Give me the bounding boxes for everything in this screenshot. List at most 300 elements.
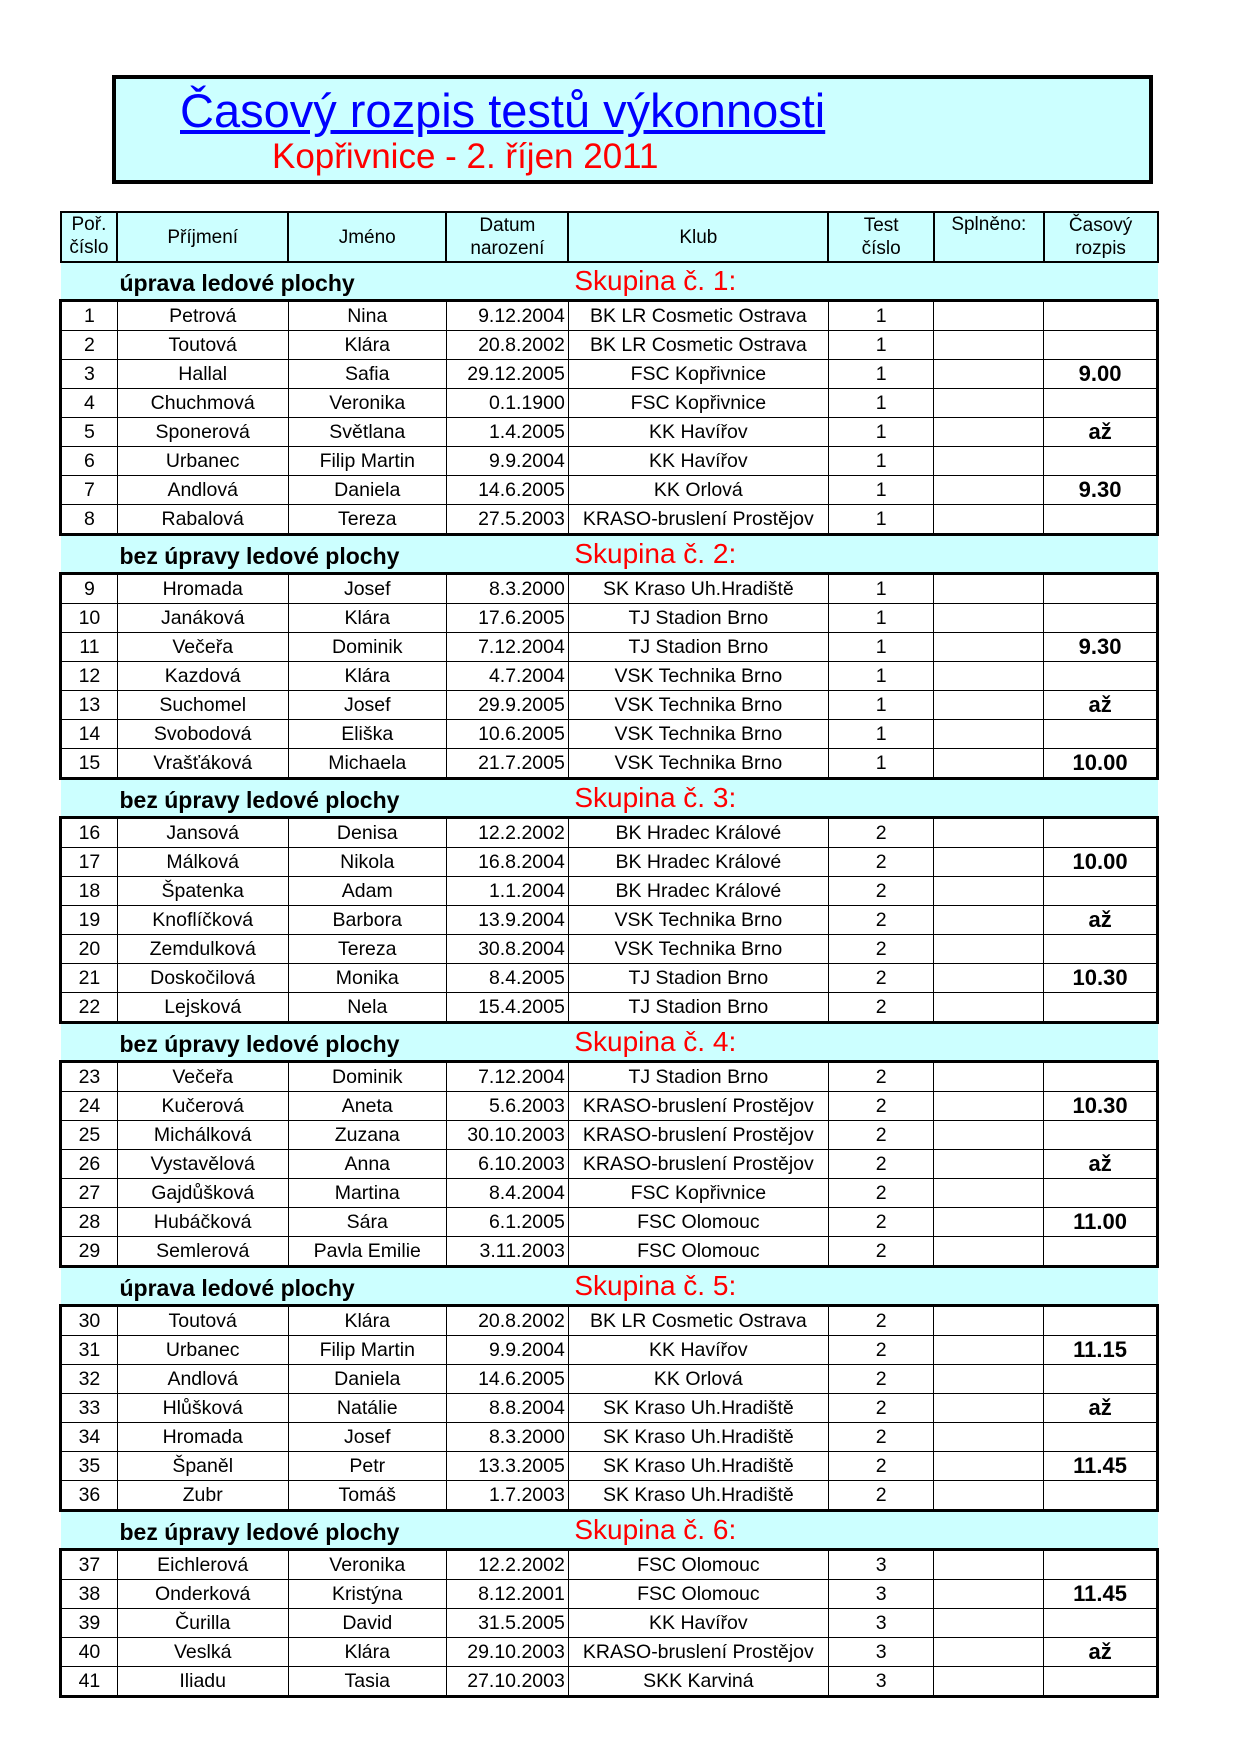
cell-test: 1 <box>828 301 934 331</box>
cell-jmeno: Daniela <box>288 1365 446 1394</box>
cell-test: 1 <box>828 604 934 633</box>
cell-jmeno: Josef <box>288 574 446 604</box>
cell-test: 2 <box>828 1179 934 1208</box>
cell-casovy: 10.00 <box>1044 848 1158 877</box>
cell-klub: BK LR Cosmetic Ostrava <box>568 331 828 360</box>
table-row <box>61 1394 1158 1423</box>
cell-prijmeni: Michálková <box>117 1121 288 1150</box>
cell-splneno <box>934 1121 1044 1150</box>
table-row <box>61 1365 1158 1394</box>
cell-prijmeni: Chuchmová <box>117 389 288 418</box>
cell-klub: FSC Kopřivnice <box>568 389 828 418</box>
cell-splneno <box>934 1237 1044 1267</box>
cell-datum: 9.9.2004 <box>446 447 568 476</box>
table-row <box>61 574 1158 604</box>
cell-splneno <box>934 1580 1044 1609</box>
cell-datum: 1.4.2005 <box>446 418 568 447</box>
cell-poradi: 38 <box>61 1580 118 1609</box>
table-row <box>61 1580 1158 1609</box>
table-row <box>61 301 1158 331</box>
cell-datum: 13.9.2004 <box>446 906 568 935</box>
cell-datum: 3.11.2003 <box>446 1237 568 1267</box>
cell-poradi: 8 <box>61 505 118 535</box>
table-row <box>61 1150 1158 1179</box>
cell-casovy <box>1044 301 1158 331</box>
table-row <box>61 749 1158 779</box>
cell-casovy: až <box>1044 906 1158 935</box>
cell-klub: TJ Stadion Brno <box>568 604 828 633</box>
cell-jmeno: Aneta <box>288 1092 446 1121</box>
cell-klub: SKK Karviná <box>568 1667 828 1697</box>
cell-datum: 15.4.2005 <box>446 993 568 1023</box>
cell-datum: 5.6.2003 <box>446 1092 568 1121</box>
cell-prijmeni: Večeřa <box>117 633 288 662</box>
cell-splneno <box>934 1394 1044 1423</box>
cell-splneno <box>934 1365 1044 1394</box>
cell-splneno <box>934 331 1044 360</box>
cell-prijmeni: Španěl <box>117 1452 288 1481</box>
cell-prijmeni: Vystavělová <box>117 1150 288 1179</box>
cell-klub: SK Kraso Uh.Hradiště <box>568 1481 828 1511</box>
cell-jmeno: Nikola <box>288 848 446 877</box>
cell-casovy <box>1044 447 1158 476</box>
cell-splneno <box>934 691 1044 720</box>
cell-poradi: 13 <box>61 691 118 720</box>
cell-jmeno: Filip Martin <box>288 447 446 476</box>
cell-klub: SK Kraso Uh.Hradiště <box>568 1452 828 1481</box>
cell-casovy: až <box>1044 418 1158 447</box>
cell-jmeno: Monika <box>288 964 446 993</box>
cell-jmeno: Josef <box>288 691 446 720</box>
cell-splneno <box>934 1150 1044 1179</box>
cell-klub: VSK Technika Brno <box>568 662 828 691</box>
cell-poradi: 40 <box>61 1638 118 1667</box>
cell-poradi: 33 <box>61 1394 118 1423</box>
cell-poradi: 7 <box>61 476 118 505</box>
cell-jmeno: Josef <box>288 1423 446 1452</box>
cell-datum: 6.10.2003 <box>446 1150 568 1179</box>
cell-poradi: 30 <box>61 1306 118 1336</box>
cell-klub: FSC Olomouc <box>568 1237 828 1267</box>
cell-test: 1 <box>828 574 934 604</box>
cell-datum: 4.7.2004 <box>446 662 568 691</box>
table-row <box>61 360 1158 389</box>
cell-prijmeni: Čurilla <box>117 1609 288 1638</box>
cell-casovy <box>1044 1667 1158 1697</box>
cell-test: 1 <box>828 418 934 447</box>
table-row <box>61 964 1158 993</box>
cell-jmeno: Filip Martin <box>288 1336 446 1365</box>
cell-splneno <box>934 818 1044 848</box>
table-row <box>61 818 1158 848</box>
cell-klub: KK Havířov <box>568 447 828 476</box>
cell-splneno <box>934 1423 1044 1452</box>
cell-prijmeni: Hallal <box>117 360 288 389</box>
cell-prijmeni: Zemdulková <box>117 935 288 964</box>
cell-splneno <box>934 1667 1044 1697</box>
cell-prijmeni: Hromada <box>117 574 288 604</box>
cell-test: 2 <box>828 964 934 993</box>
cell-test: 2 <box>828 1150 934 1179</box>
col-test: Test číslo <box>828 212 934 262</box>
cell-casovy <box>1044 1237 1158 1267</box>
cell-klub: BK Hradec Králové <box>568 877 828 906</box>
cell-casovy <box>1044 1609 1158 1638</box>
group-header <box>61 1023 1158 1062</box>
table-row <box>61 1306 1158 1336</box>
cell-test: 1 <box>828 691 934 720</box>
cell-prijmeni: Andlová <box>117 1365 288 1394</box>
cell-splneno <box>934 1092 1044 1121</box>
cell-datum: 1.7.2003 <box>446 1481 568 1511</box>
cell-prijmeni: Gajdůšková <box>117 1179 288 1208</box>
cell-splneno <box>934 389 1044 418</box>
cell-prijmeni: Kučerová <box>117 1092 288 1121</box>
cell-klub: VSK Technika Brno <box>568 935 828 964</box>
cell-test: 2 <box>828 1336 934 1365</box>
cell-datum: 8.12.2001 <box>446 1580 568 1609</box>
cell-jmeno: Barbora <box>288 906 446 935</box>
cell-klub: KRASO-bruslení Prostějov <box>568 1092 828 1121</box>
group-description: bez úpravy ledové plochy <box>61 779 569 818</box>
cell-datum: 8.3.2000 <box>446 1423 568 1452</box>
cell-poradi: 24 <box>61 1092 118 1121</box>
cell-prijmeni: Hubáčková <box>117 1208 288 1237</box>
cell-datum: 9.9.2004 <box>446 1336 568 1365</box>
cell-poradi: 35 <box>61 1452 118 1481</box>
cell-datum: 20.8.2002 <box>446 331 568 360</box>
cell-datum: 0.1.1900 <box>446 389 568 418</box>
table-row <box>61 1062 1158 1092</box>
title-box <box>112 75 1153 184</box>
cell-splneno <box>934 906 1044 935</box>
cell-test: 3 <box>828 1550 934 1580</box>
cell-datum: 29.9.2005 <box>446 691 568 720</box>
cell-test: 2 <box>828 993 934 1023</box>
cell-klub: SK Kraso Uh.Hradiště <box>568 574 828 604</box>
cell-datum: 14.6.2005 <box>446 476 568 505</box>
cell-prijmeni: Špatenka <box>117 877 288 906</box>
cell-klub: FSC Olomouc <box>568 1580 828 1609</box>
cell-casovy <box>1044 1423 1158 1452</box>
group-label: Skupina č. 4: <box>568 1023 1157 1062</box>
table-row <box>61 447 1158 476</box>
cell-klub: FSC Kopřivnice <box>568 1179 828 1208</box>
cell-datum: 8.3.2000 <box>446 574 568 604</box>
cell-test: 3 <box>828 1667 934 1697</box>
cell-test: 2 <box>828 906 934 935</box>
table-row <box>61 1237 1158 1267</box>
cell-poradi: 27 <box>61 1179 118 1208</box>
cell-casovy <box>1044 1481 1158 1511</box>
cell-splneno <box>934 749 1044 779</box>
col-splneno: Splněno: <box>934 212 1044 262</box>
col-datum: Datum narození <box>446 212 568 262</box>
cell-jmeno: Tasia <box>288 1667 446 1697</box>
cell-test: 2 <box>828 1481 934 1511</box>
document-subtitle: Kopřivnice - 2. říjen 2011 <box>272 137 659 176</box>
cell-poradi: 3 <box>61 360 118 389</box>
group-label: Skupina č. 5: <box>568 1267 1157 1306</box>
table-row <box>61 505 1158 535</box>
cell-datum: 6.1.2005 <box>446 1208 568 1237</box>
cell-klub: BK Hradec Králové <box>568 848 828 877</box>
cell-prijmeni: Toutová <box>117 1306 288 1336</box>
cell-splneno <box>934 1550 1044 1580</box>
cell-poradi: 29 <box>61 1237 118 1267</box>
group-description: bez úpravy ledové plochy <box>61 535 569 574</box>
cell-poradi: 5 <box>61 418 118 447</box>
cell-poradi: 22 <box>61 993 118 1023</box>
cell-klub: KK Orlová <box>568 476 828 505</box>
cell-poradi: 39 <box>61 1609 118 1638</box>
cell-splneno <box>934 1062 1044 1092</box>
cell-casovy <box>1044 993 1158 1023</box>
cell-poradi: 15 <box>61 749 118 779</box>
cell-poradi: 2 <box>61 331 118 360</box>
cell-test: 1 <box>828 389 934 418</box>
cell-prijmeni: Petrová <box>117 301 288 331</box>
cell-splneno <box>934 476 1044 505</box>
cell-datum: 10.6.2005 <box>446 720 568 749</box>
cell-casovy: 10.00 <box>1044 749 1158 779</box>
cell-test: 1 <box>828 476 934 505</box>
cell-poradi: 20 <box>61 935 118 964</box>
cell-test: 1 <box>828 505 934 535</box>
cell-poradi: 6 <box>61 447 118 476</box>
cell-jmeno: Kristýna <box>288 1580 446 1609</box>
cell-casovy <box>1044 877 1158 906</box>
cell-poradi: 9 <box>61 574 118 604</box>
cell-klub: FSC Olomouc <box>568 1550 828 1580</box>
cell-splneno <box>934 1208 1044 1237</box>
cell-test: 3 <box>828 1609 934 1638</box>
cell-poradi: 23 <box>61 1062 118 1092</box>
cell-jmeno: Dominik <box>288 633 446 662</box>
table-row <box>61 848 1158 877</box>
cell-poradi: 4 <box>61 389 118 418</box>
cell-prijmeni: Kazdová <box>117 662 288 691</box>
cell-jmeno: Klára <box>288 1638 446 1667</box>
cell-casovy <box>1044 1179 1158 1208</box>
cell-casovy: 9.30 <box>1044 633 1158 662</box>
group-description: bez úpravy ledové plochy <box>61 1023 569 1062</box>
cell-jmeno: Nela <box>288 993 446 1023</box>
cell-splneno <box>934 662 1044 691</box>
cell-prijmeni: Toutová <box>117 331 288 360</box>
cell-klub: BK LR Cosmetic Ostrava <box>568 1306 828 1336</box>
table-row <box>61 1638 1158 1667</box>
cell-klub: KRASO-bruslení Prostějov <box>568 505 828 535</box>
cell-poradi: 18 <box>61 877 118 906</box>
cell-prijmeni: Hlůšková <box>117 1394 288 1423</box>
cell-jmeno: Tereza <box>288 935 446 964</box>
cell-klub: VSK Technika Brno <box>568 906 828 935</box>
cell-poradi: 32 <box>61 1365 118 1394</box>
cell-klub: FSC Olomouc <box>568 1208 828 1237</box>
table-row <box>61 418 1158 447</box>
cell-poradi: 1 <box>61 301 118 331</box>
cell-splneno <box>934 877 1044 906</box>
cell-klub: SK Kraso Uh.Hradiště <box>568 1423 828 1452</box>
cell-casovy: 10.30 <box>1044 1092 1158 1121</box>
cell-prijmeni: Rabalová <box>117 505 288 535</box>
cell-casovy: až <box>1044 691 1158 720</box>
cell-test: 3 <box>828 1580 934 1609</box>
cell-datum: 12.2.2002 <box>446 1550 568 1580</box>
cell-datum: 30.8.2004 <box>446 935 568 964</box>
cell-prijmeni: Urbanec <box>117 1336 288 1365</box>
schedule-body <box>61 262 1158 1697</box>
table-row <box>61 993 1158 1023</box>
cell-poradi: 36 <box>61 1481 118 1511</box>
table-row <box>61 1121 1158 1150</box>
cell-prijmeni: Doskočilová <box>117 964 288 993</box>
cell-prijmeni: Knoflíčková <box>117 906 288 935</box>
cell-casovy: 11.15 <box>1044 1336 1158 1365</box>
cell-casovy: 11.45 <box>1044 1452 1158 1481</box>
cell-test: 2 <box>828 877 934 906</box>
cell-test: 2 <box>828 1365 934 1394</box>
table-row <box>61 720 1158 749</box>
cell-prijmeni: Jansová <box>117 818 288 848</box>
cell-poradi: 19 <box>61 906 118 935</box>
cell-jmeno: Denisa <box>288 818 446 848</box>
cell-jmeno: Tomáš <box>288 1481 446 1511</box>
cell-jmeno: Pavla Emilie <box>288 1237 446 1267</box>
cell-klub: TJ Stadion Brno <box>568 633 828 662</box>
cell-casovy <box>1044 1365 1158 1394</box>
cell-prijmeni: Sponerová <box>117 418 288 447</box>
table-row <box>61 389 1158 418</box>
cell-prijmeni: Suchomel <box>117 691 288 720</box>
cell-datum: 20.8.2002 <box>446 1306 568 1336</box>
group-description: úprava ledové plochy <box>61 262 569 301</box>
cell-casovy: 10.30 <box>1044 964 1158 993</box>
cell-datum: 16.8.2004 <box>446 848 568 877</box>
cell-casovy <box>1044 574 1158 604</box>
cell-jmeno: Anna <box>288 1150 446 1179</box>
cell-datum: 1.1.2004 <box>446 877 568 906</box>
col-casovy: Časový rozpis <box>1044 212 1158 262</box>
cell-jmeno: Nina <box>288 301 446 331</box>
cell-datum: 8.4.2004 <box>446 1179 568 1208</box>
cell-poradi: 25 <box>61 1121 118 1150</box>
table-row <box>61 331 1158 360</box>
cell-poradi: 34 <box>61 1423 118 1452</box>
cell-datum: 13.3.2005 <box>446 1452 568 1481</box>
cell-test: 2 <box>828 1062 934 1092</box>
cell-poradi: 12 <box>61 662 118 691</box>
schedule-table <box>59 211 1159 1698</box>
document-title: Časový rozpis testů výkonnosti <box>180 84 826 137</box>
cell-test: 1 <box>828 662 934 691</box>
col-klub: Klub <box>568 212 828 262</box>
cell-splneno <box>934 574 1044 604</box>
cell-datum: 31.5.2005 <box>446 1609 568 1638</box>
group-label: Skupina č. 2: <box>568 535 1157 574</box>
cell-splneno <box>934 1452 1044 1481</box>
cell-casovy <box>1044 331 1158 360</box>
cell-prijmeni: Eichlerová <box>117 1550 288 1580</box>
cell-klub: VSK Technika Brno <box>568 749 828 779</box>
cell-test: 1 <box>828 360 934 389</box>
table-row <box>61 633 1158 662</box>
cell-test: 2 <box>828 1306 934 1336</box>
cell-klub: TJ Stadion Brno <box>568 964 828 993</box>
cell-casovy: 9.00 <box>1044 360 1158 389</box>
cell-klub: KK Havířov <box>568 1336 828 1365</box>
table-row <box>61 662 1158 691</box>
cell-klub: BK Hradec Králové <box>568 818 828 848</box>
cell-datum: 27.10.2003 <box>446 1667 568 1697</box>
cell-casovy <box>1044 662 1158 691</box>
cell-prijmeni: Zubr <box>117 1481 288 1511</box>
cell-test: 2 <box>828 848 934 877</box>
cell-datum: 21.7.2005 <box>446 749 568 779</box>
group-header <box>61 1267 1158 1306</box>
table-row <box>61 1336 1158 1365</box>
table-row <box>61 691 1158 720</box>
cell-casovy <box>1044 1306 1158 1336</box>
cell-casovy <box>1044 1062 1158 1092</box>
cell-poradi: 11 <box>61 633 118 662</box>
cell-datum: 9.12.2004 <box>446 301 568 331</box>
cell-casovy <box>1044 720 1158 749</box>
cell-klub: KK Havířov <box>568 1609 828 1638</box>
cell-jmeno: Klára <box>288 1306 446 1336</box>
cell-klub: KRASO-bruslení Prostějov <box>568 1150 828 1179</box>
cell-jmeno: Dominik <box>288 1062 446 1092</box>
cell-datum: 17.6.2005 <box>446 604 568 633</box>
cell-casovy: až <box>1044 1638 1158 1667</box>
col-prijmeni: Příjmení <box>117 212 288 262</box>
cell-datum: 29.12.2005 <box>446 360 568 389</box>
cell-test: 2 <box>828 1092 934 1121</box>
cell-jmeno: Klára <box>288 331 446 360</box>
cell-poradi: 41 <box>61 1667 118 1697</box>
cell-test: 1 <box>828 633 934 662</box>
cell-test: 2 <box>828 1208 934 1237</box>
cell-klub: FSC Kopřivnice <box>568 360 828 389</box>
cell-prijmeni: Málková <box>117 848 288 877</box>
cell-casovy <box>1044 1550 1158 1580</box>
table-row <box>61 1423 1158 1452</box>
cell-prijmeni: Iliadu <box>117 1667 288 1697</box>
cell-datum: 7.12.2004 <box>446 1062 568 1092</box>
cell-splneno <box>934 1336 1044 1365</box>
cell-jmeno: Klára <box>288 662 446 691</box>
cell-poradi: 21 <box>61 964 118 993</box>
cell-splneno <box>934 418 1044 447</box>
cell-casovy: 11.00 <box>1044 1208 1158 1237</box>
cell-test: 2 <box>828 1452 934 1481</box>
cell-casovy: až <box>1044 1150 1158 1179</box>
cell-casovy <box>1044 1121 1158 1150</box>
cell-jmeno: Michaela <box>288 749 446 779</box>
cell-jmeno: Veronika <box>288 1550 446 1580</box>
cell-klub: KK Orlová <box>568 1365 828 1394</box>
cell-test: 1 <box>828 331 934 360</box>
cell-jmeno: Veronika <box>288 389 446 418</box>
cell-prijmeni: Onderková <box>117 1580 288 1609</box>
cell-splneno <box>934 447 1044 476</box>
table-row <box>61 906 1158 935</box>
cell-klub: KK Havířov <box>568 418 828 447</box>
cell-datum: 30.10.2003 <box>446 1121 568 1150</box>
cell-splneno <box>934 1481 1044 1511</box>
cell-klub: TJ Stadion Brno <box>568 993 828 1023</box>
